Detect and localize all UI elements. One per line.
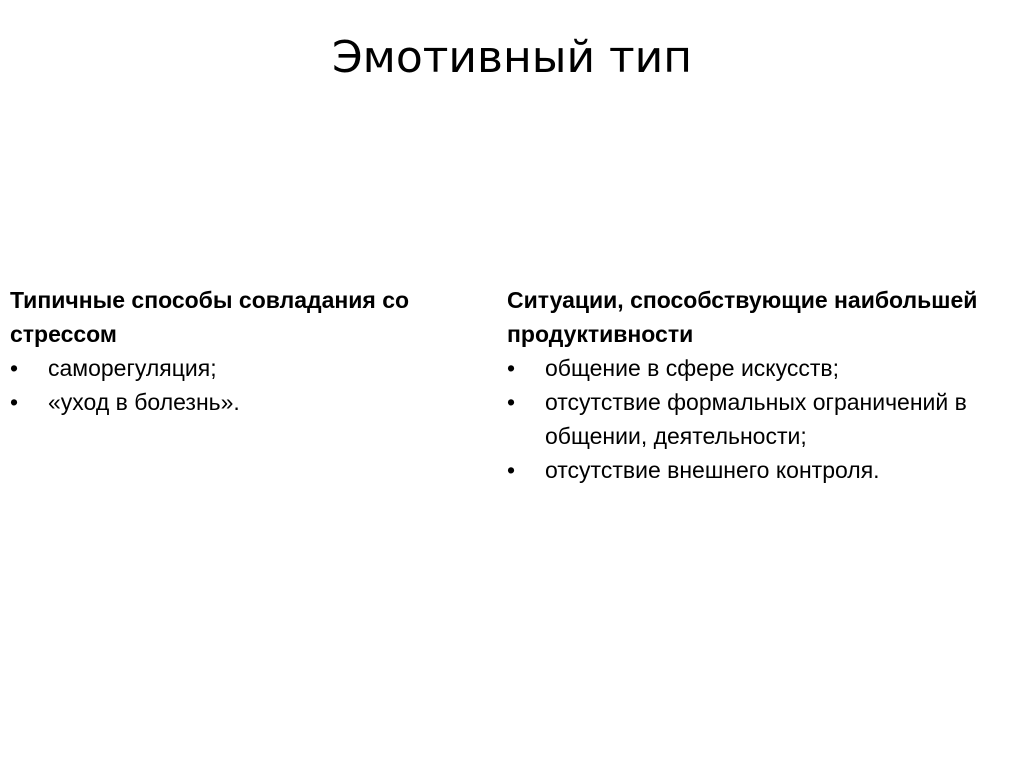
coping-methods-list — [10, 351, 480, 419]
bullet-icon: • — [507, 457, 516, 483]
productivity-situations-heading: Ситуации, способствующие наибольшей продуктивности — [507, 287, 978, 347]
productivity-situations-column — [507, 283, 1007, 487]
list-item-text: общение в сфере искусств; — [545, 355, 840, 381]
bullet-icon: • — [507, 389, 516, 415]
list-item-text: отсутствие формальных ограничений в общении, деятельности; — [545, 389, 967, 449]
bullet-icon: • — [507, 355, 516, 381]
list-item — [507, 351, 1007, 385]
bullet-icon: • — [10, 355, 19, 381]
productivity-situations-list — [507, 351, 1007, 487]
list-item-text: «уход в болезнь». — [48, 389, 240, 415]
list-item — [507, 453, 1007, 487]
list-item — [507, 385, 1007, 453]
coping-methods-heading: Типичные способы совладания со стрессом — [10, 287, 410, 347]
coping-methods-column — [10, 283, 480, 419]
list-item — [10, 385, 480, 419]
slide-title: Эмотивный тип — [331, 32, 693, 83]
list-item-text: отсутствие внешнего контроля. — [545, 457, 880, 483]
list-item — [10, 351, 480, 385]
list-item-text: саморегуляция; — [48, 355, 217, 381]
bullet-icon: • — [10, 389, 19, 415]
